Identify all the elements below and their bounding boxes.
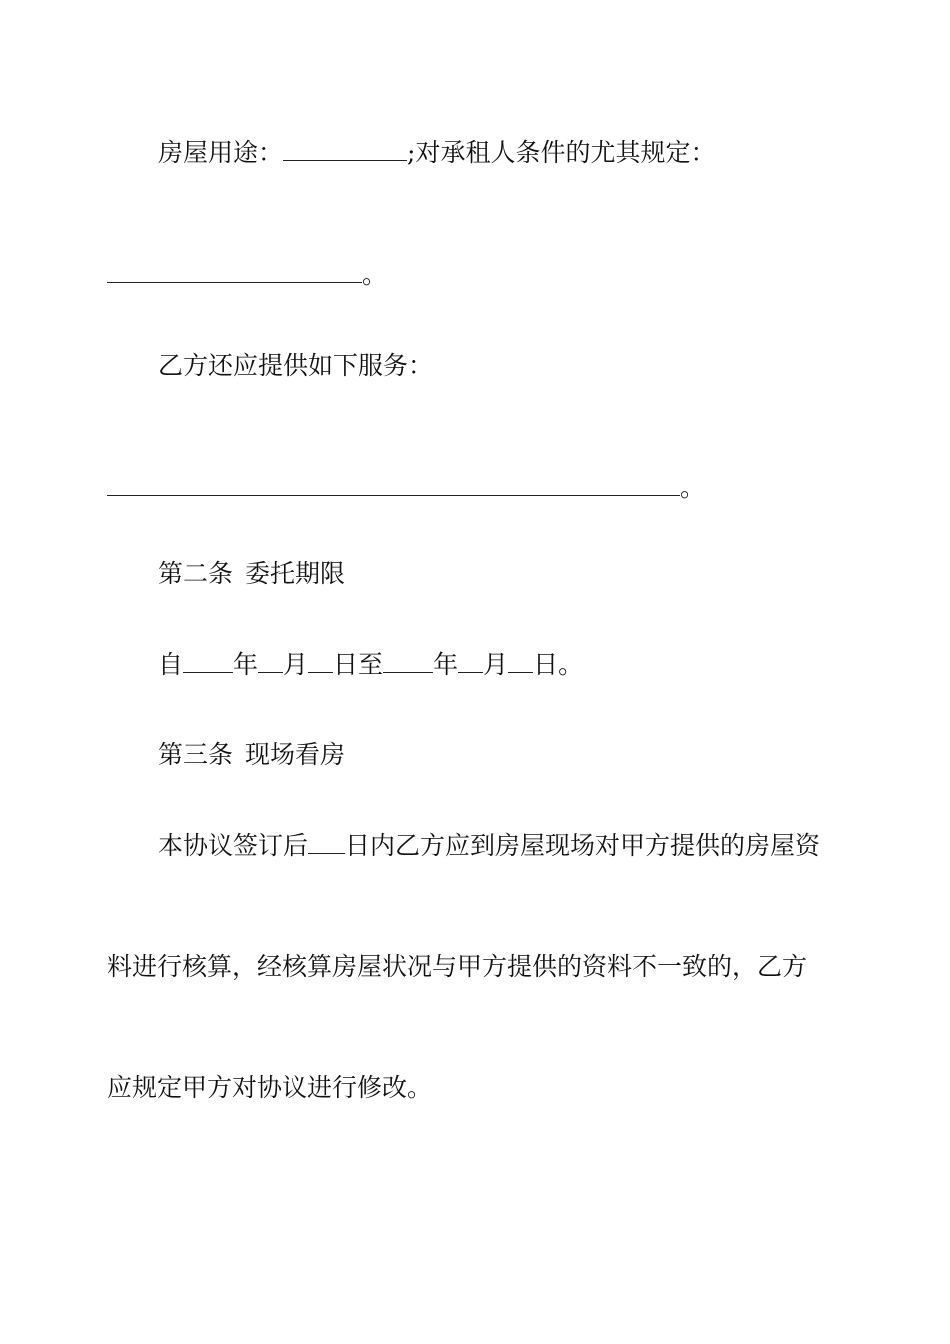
services-label: 乙方还应提供如下服务：	[158, 351, 434, 380]
start-day-blank[interactable]	[308, 652, 333, 673]
article2-title: 委托期限	[245, 559, 346, 588]
start-month-blank[interactable]	[258, 652, 283, 673]
usage-line	[158, 136, 715, 170]
article3-line1-post: 日内乙方应到房屋现场对甲方提供的房屋资	[345, 831, 821, 860]
usage-label: 房屋用途：	[158, 138, 284, 167]
services-line	[158, 349, 433, 383]
start-day-label: 日至	[333, 650, 384, 679]
services-blank[interactable]	[107, 475, 680, 496]
tenant-condition-end: 。	[362, 260, 388, 289]
inspection-days-blank[interactable]	[308, 833, 345, 854]
start-month-label: 月	[283, 650, 309, 679]
end-month-label: 月	[483, 650, 509, 679]
tenant-condition-blank[interactable]	[107, 262, 362, 283]
start-year-label: 年	[233, 650, 259, 679]
article3-heading	[158, 738, 345, 772]
article3-number: 第三条	[158, 740, 234, 769]
services-end: 。	[680, 473, 706, 502]
tenant-condition-line	[107, 258, 387, 292]
services-blank-line	[107, 471, 705, 505]
article3-title: 现场看房	[245, 740, 346, 769]
article3-paragraph-line1	[158, 829, 820, 863]
tenant-condition-label: ;对承租人条件的尤其规定：	[407, 138, 716, 167]
term-from: 自	[158, 650, 184, 679]
end-month-blank[interactable]	[458, 652, 483, 673]
article2-number: 第二条	[158, 559, 234, 588]
start-year-blank[interactable]	[183, 652, 233, 673]
usage-blank[interactable]	[283, 140, 407, 161]
article3-line2: 料进行核算，经核算房屋状况与甲方提供的资料不一致的，乙方	[107, 952, 808, 981]
article2-heading	[158, 557, 345, 591]
end-year-label: 年	[433, 650, 459, 679]
article3-line1-pre: 本协议签订后	[158, 831, 309, 860]
article3-paragraph-line3	[107, 1071, 432, 1105]
article3-paragraph-line2	[107, 950, 807, 984]
end-day-label: 日。	[533, 650, 584, 679]
article2-term-line	[158, 648, 583, 682]
article3-line3: 应规定甲方对协议进行修改。	[107, 1073, 433, 1102]
end-year-blank[interactable]	[383, 652, 433, 673]
end-day-blank[interactable]	[508, 652, 533, 673]
